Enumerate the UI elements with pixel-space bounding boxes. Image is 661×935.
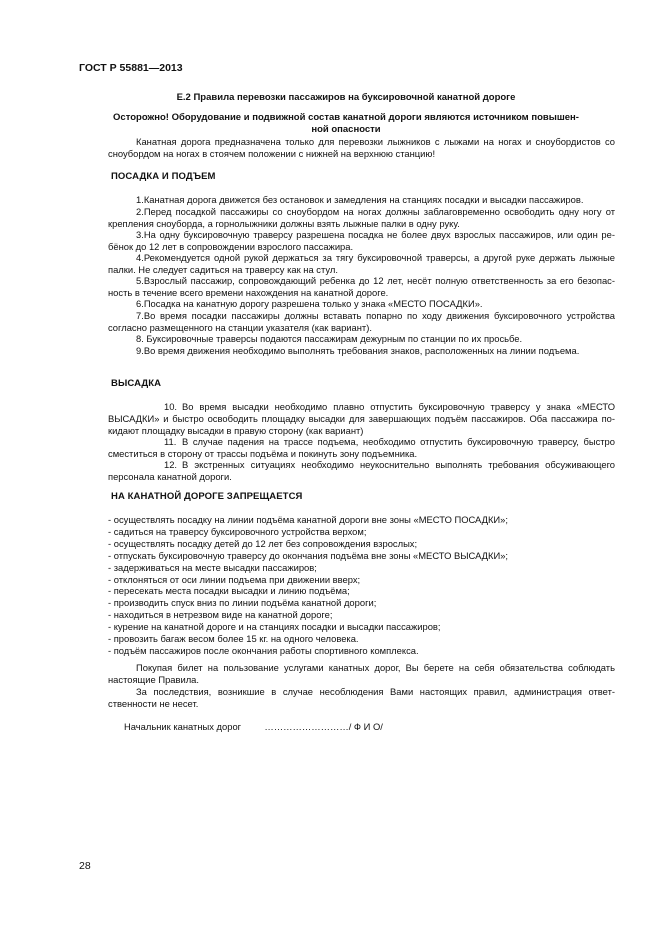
- prohibited-item: - отклоняться от оси линии подъема при движении вверх;: [108, 573, 361, 585]
- prohibited-item: - садиться на траверсу буксировочного устройства верхом;: [108, 525, 367, 537]
- exit-item-text: В случае падения на трассе подъема, необходимо отпустить буксировочную траверсу, быстро сместиться в сторону от трассы подъёма и покинуть зону подъемника.: [108, 436, 615, 459]
- intro-paragraph: Канатная дорога предназначена только для перевозки лыжников с лыжами на ногах и сноубордистов со сноубордом на ногах в стоячем положении с нижней на верхнюю станцию!: [108, 136, 615, 159]
- prohibited-list: [108, 514, 608, 657]
- exit-item-11: [108, 436, 615, 460]
- prohibited-item: - производить спуск вниз по линии подъёма канатной дороги;: [108, 597, 377, 609]
- exit-item-10: [108, 401, 615, 437]
- signature-role: Начальник канатных дорог: [124, 721, 242, 732]
- prohibited-item: - пересекать места посадки высадки и линию подъёма;: [108, 585, 350, 597]
- boarding-heading: ПОСАДКА И ПОДЪЕМ: [111, 171, 216, 182]
- boarding-item-6: 6.Посадка на канатную дорогу разрешена только у знака «МЕСТО ПОСАДКИ».: [136, 298, 483, 309]
- warning-line-2: ной опасности: [311, 124, 381, 135]
- prohibited-item: - отпускать буксировочную траверсу до окончания подъёма вне зоны «МЕСТО ВЫСАДКИ»;: [108, 549, 509, 561]
- boarding-item-8: 8. Буксировочные траверсы подаются пассажирам дежурным по станции по их просьбе.: [136, 333, 523, 344]
- exit-item-12: [108, 459, 615, 483]
- prohibited-item: - задерживаться на месте высадки пассажиров;: [108, 561, 317, 573]
- closing-paragraph-1: Покупая билет на пользование услугами канатных дорог, Вы берете на себя обязательства соблюдать настоящие Правила.: [108, 662, 615, 685]
- prohibited-item: - провозить багаж весом более 15 кг. на одного человека.: [108, 633, 359, 645]
- signature-line: ………………………/ Ф И О/: [264, 721, 383, 732]
- prohibited-item: - осуществлять посадку на линии подъёма канатной дороги вне зоны «МЕСТО ПОСАДКИ»;: [108, 514, 508, 525]
- boarding-item-1: 1.Канатная дорога движется без остановок и замедления на станциях посадки и высадки пассажиров.: [136, 194, 584, 205]
- signature-block: [124, 721, 383, 732]
- boarding-item-5: 5.Взрослый пассажир, сопровождающий ребенка до 12 лет, несёт полную ответственность за его безопасность в течение всего времени нахождения на канатной дороге.: [108, 275, 615, 298]
- exit-item-text: Во время высадки необходимо плавно отпустить буксировочную траверсу у знака «МЕСТО ВЫСАДКИ» и быстро освободить площадку высадки для завершающих подъём пассажиров. Оба пассажира покидают площадку высадки в правую сторону (как вариант): [108, 401, 615, 436]
- exit-item-number: 10.: [164, 401, 178, 412]
- standard-header: ГОСТ Р 55881—2013: [79, 62, 183, 74]
- exit-item-number: 12.: [164, 459, 178, 470]
- closing-paragraph-2: За последствия, возникшие в случае несоблюдения Вами настоящих правил, администрация ответственности не несет.: [108, 686, 615, 709]
- boarding-item-7: 7.Во время посадки пассажиры должны вставать попарно по ходу движения буксировочного устройства согласно размещенного на станции указателя (как вариант).: [108, 310, 615, 333]
- prohibited-heading: НА КАНАТНОЙ ДОРОГЕ ЗАПРЕЩАЕТСЯ: [111, 491, 303, 502]
- section-title: Е.2 Правила перевозки пассажиров на буксировочной канатной дороге: [176, 92, 516, 103]
- exit-heading: ВЫСАДКА: [111, 378, 162, 389]
- prohibited-item: - курение на канатной дороге и на станциях посадки и высадки пассажиров;: [108, 621, 441, 633]
- boarding-item-3: 3.На одну буксировочную траверсу разрешена посадка не более двух взрослых пассажиров, или один ребёнок до 12 лет в сопровождении взрослого пассажира.: [108, 229, 615, 252]
- prohibited-item: - осуществлять посадку детей до 12 лет без сопровождения взрослых;: [108, 537, 418, 549]
- boarding-item-4: 4.Рекомендуется одной рукой держаться за тягу буксировочной траверсы, а другой руке держать лыжные палки. Не следует садиться на траверсу как на стул.: [108, 252, 615, 275]
- exit-item-number: 11.: [164, 436, 177, 447]
- page-number: 28: [79, 860, 91, 872]
- boarding-item-2: 2.Перед посадкой пассажиры со сноубордом на ногах должны заблаговременно освободить одну ногу от крепления сноуборда, а горнолыжники должны взять лыжные палки в одну руку.: [108, 206, 615, 229]
- prohibited-item: - находиться в нетрезвом виде на канатной дороге;: [108, 609, 333, 621]
- exit-item-text: В экстренных ситуациях необходимо неукоснительно выполнять требования обсуживающего персонала канатной дороги.: [108, 459, 615, 482]
- prohibited-item: - подъём пассажиров после окончания работы спортивного комплекса.: [108, 644, 419, 656]
- warning-line-1: Осторожно! Оборудование и подвижной состав канатной дороги являются источником повышен-: [113, 112, 579, 123]
- boarding-item-9: 9.Во время движения необходимо выполнять требования знаков, расположенных на линии подъема.: [136, 345, 580, 356]
